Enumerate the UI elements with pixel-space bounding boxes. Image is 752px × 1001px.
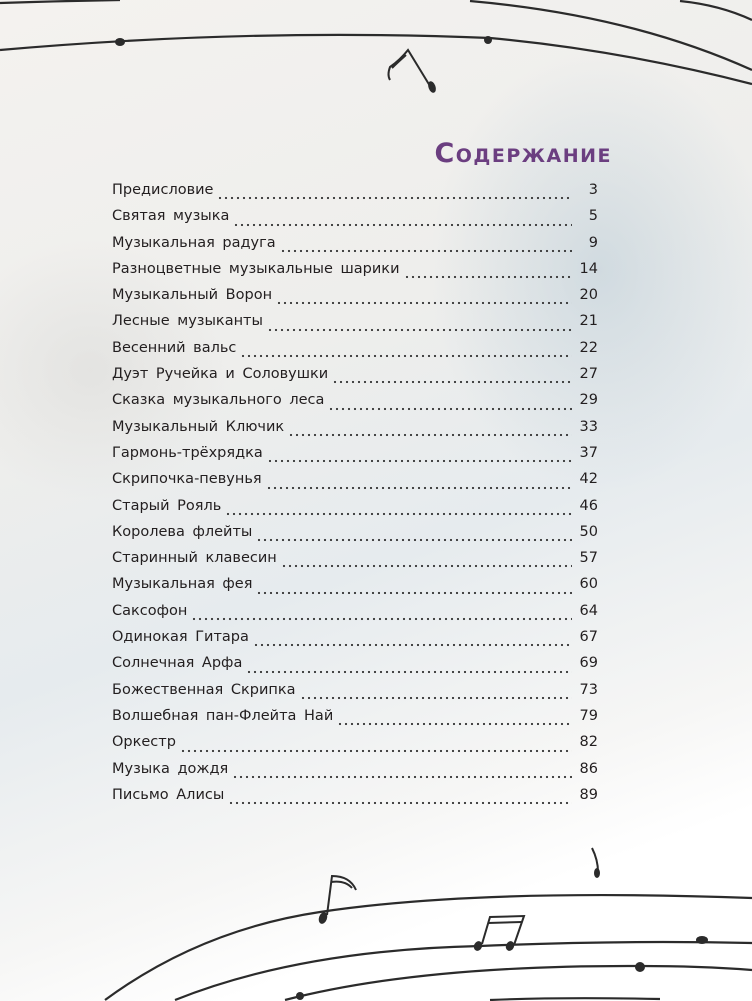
dot-leader — [256, 591, 572, 595]
toc-entry-title: Королева флейты — [112, 523, 253, 540]
toc-entry-title: Музыкальная радуга — [112, 234, 276, 251]
toc-entry-title: Письмо Алисы — [112, 786, 225, 803]
toc-entry-page: 20 — [579, 287, 598, 304]
toc-entry-title: Гармонь-трёхрядка — [112, 444, 263, 461]
toc-entry-page: 29 — [579, 392, 598, 409]
dot-leader — [337, 722, 572, 726]
toc-entry-title: Разноцветные музыкальные шарики — [112, 260, 400, 277]
toc-entry-title: Музыкальный Ворон — [112, 287, 273, 304]
toc-entry[interactable] — [112, 682, 598, 708]
dot-leader — [266, 486, 572, 490]
toc-entry[interactable] — [112, 235, 598, 261]
toc-entry-title: Скрипочка-певунья — [112, 471, 262, 488]
dot-leader — [281, 564, 572, 568]
dot-leader — [328, 407, 572, 411]
toc-entry-page: 82 — [579, 734, 598, 751]
toc-entry-page: 9 — [588, 234, 598, 251]
dot-leader — [191, 617, 572, 621]
toc-entry[interactable] — [112, 524, 598, 550]
toc-entry-title: Сказка музыкального леса — [112, 392, 325, 409]
page-title: Содержание — [434, 138, 612, 169]
toc-entry-title: Музыкальная фея — [112, 576, 253, 593]
toc-entry-page: 46 — [579, 497, 598, 514]
toc-entry[interactable] — [112, 629, 598, 655]
toc-entry-title: Солнечная Арфа — [112, 655, 243, 672]
dot-leader — [267, 459, 572, 463]
toc-entry[interactable] — [112, 445, 598, 471]
toc-entry[interactable] — [112, 761, 598, 787]
toc-entry[interactable] — [112, 313, 598, 339]
toc-entry-title: Дуэт Ручейка и Соловушки — [112, 366, 329, 383]
table-of-contents — [112, 182, 598, 813]
toc-entry-page: 37 — [579, 444, 598, 461]
toc-entry[interactable] — [112, 340, 598, 366]
toc-entry-title: Весенний вальс — [112, 339, 237, 356]
dot-leader — [300, 696, 573, 700]
toc-entry-page: 60 — [579, 576, 598, 593]
toc-entry-page: 42 — [579, 471, 598, 488]
toc-entry-title: Музыка дождя — [112, 760, 229, 777]
dot-leader — [276, 301, 572, 305]
toc-entry-title: Одинокая Гитара — [112, 629, 249, 646]
toc-entry[interactable] — [112, 366, 598, 392]
toc-entry-title: Старый Рояль — [112, 497, 222, 514]
dot-leader — [288, 433, 572, 437]
toc-entry[interactable] — [112, 392, 598, 418]
dot-leader — [280, 249, 572, 253]
toc-entry-page: 89 — [579, 786, 598, 803]
toc-entry-page: 14 — [579, 260, 598, 277]
toc-entry-title: Музыкальный Ключик — [112, 418, 285, 435]
toc-entry-page: 73 — [579, 681, 598, 698]
toc-entry[interactable] — [112, 603, 598, 629]
dot-leader — [404, 275, 573, 279]
toc-entry-page: 64 — [579, 602, 598, 619]
dot-leader — [225, 512, 572, 516]
toc-entry[interactable] — [112, 576, 598, 602]
dot-leader — [332, 380, 572, 384]
toc-entry-title: Старинный клавесин — [112, 550, 277, 567]
toc-entry-page: 3 — [588, 182, 598, 198]
toc-entry[interactable] — [112, 550, 598, 576]
toc-entry[interactable] — [112, 655, 598, 681]
dot-leader — [228, 801, 572, 805]
toc-entry-page: 22 — [579, 339, 598, 356]
toc-entry-page: 67 — [579, 629, 598, 646]
toc-entry[interactable] — [112, 498, 598, 524]
dot-leader — [256, 538, 572, 542]
toc-entry[interactable] — [112, 261, 598, 287]
toc-entry-title: Оркестр — [112, 734, 176, 751]
dot-leader — [253, 643, 572, 647]
dot-leader — [217, 196, 572, 200]
toc-entry[interactable] — [112, 471, 598, 497]
toc-entry[interactable] — [112, 734, 598, 760]
toc-entry-page: 21 — [579, 313, 598, 330]
toc-entry[interactable] — [112, 208, 598, 234]
toc-entry-title: Волшебная пан-Флейта Най — [112, 707, 334, 724]
toc-entry[interactable] — [112, 708, 598, 734]
toc-entry[interactable] — [112, 787, 598, 813]
toc-entry[interactable] — [112, 182, 598, 208]
toc-entry[interactable] — [112, 287, 598, 313]
toc-entry-page: 5 — [588, 208, 598, 225]
toc-entry[interactable] — [112, 419, 598, 445]
dot-leader — [233, 223, 572, 227]
toc-entry-page: 33 — [579, 418, 598, 435]
toc-entry-page: 57 — [579, 550, 598, 567]
toc-entry-title: Святая музыка — [112, 208, 230, 225]
toc-entry-title: Предисловие — [112, 182, 214, 198]
dot-leader — [267, 328, 572, 332]
toc-entry-title: Саксофон — [112, 602, 188, 619]
toc-entry-title: Божественная Скрипка — [112, 681, 296, 698]
toc-entry-title: Лесные музыканты — [112, 313, 263, 330]
dot-leader — [240, 354, 572, 358]
dot-leader — [180, 749, 572, 753]
dot-leader — [232, 775, 572, 779]
toc-entry-page: 69 — [579, 655, 598, 672]
toc-entry-page: 27 — [579, 366, 598, 383]
toc-entry-page: 79 — [579, 707, 598, 724]
dot-leader — [246, 670, 572, 674]
toc-entry-page: 50 — [579, 523, 598, 540]
toc-entry-page: 86 — [579, 760, 598, 777]
